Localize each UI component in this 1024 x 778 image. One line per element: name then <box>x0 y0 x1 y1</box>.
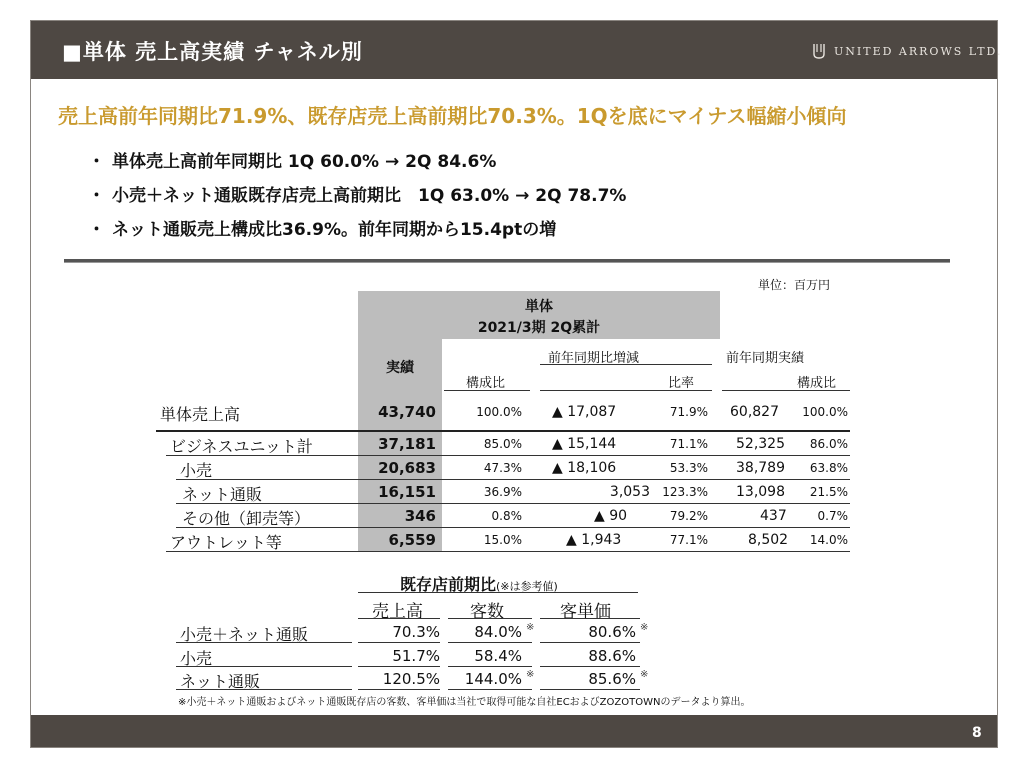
sub-row-rule <box>448 642 532 643</box>
footnote: ※小売＋ネット通販およびネット通販既存店の客数、客単価は当社で取得可能な自社ECおよびZOZOTOWNのデータより算出。 <box>178 697 751 708</box>
bullet-item <box>88 181 626 206</box>
sub-row-rule <box>358 642 440 643</box>
bullet-marker: ・ <box>88 186 105 206</box>
bullet-text: ネット通販売上構成比36.9%。前年同期から15.4ptの増 <box>112 220 557 240</box>
sub-row-rule <box>540 666 640 667</box>
cell-prev-ratio: 14.0% <box>809 533 848 547</box>
header-rule <box>444 390 530 391</box>
sub-row-rule <box>358 666 440 667</box>
company-logo <box>812 40 1002 62</box>
cell-prev-ratio: 86.0% <box>809 437 848 451</box>
col-prev-group-header: 前年同期実績 <box>726 351 805 366</box>
cell-ratio: 85.0% <box>483 437 522 451</box>
group-title: 単体 <box>525 299 553 315</box>
sub-header-rule <box>540 618 640 619</box>
col-yoy-rate-header: 比率 <box>668 376 695 391</box>
sub-row-rule <box>176 689 352 690</box>
cell-diff: 3,053 <box>609 484 650 500</box>
sub-header-rule <box>358 592 638 593</box>
ua-monogram-icon <box>812 42 826 60</box>
sub-row-rule <box>540 642 640 643</box>
row-label: ネット通販 <box>182 485 263 504</box>
sub-row-label: 小売 <box>180 649 213 668</box>
cell-rate: 77.1% <box>669 533 708 547</box>
sub-col-sales: 売上高 <box>372 602 423 622</box>
row-rule <box>156 430 850 432</box>
sub-cell-customers: 84.0% <box>474 623 522 641</box>
row-rule <box>176 479 850 480</box>
col-actual-header: 実績 <box>386 360 414 376</box>
cell-rate: 71.1% <box>669 437 708 451</box>
cell-prev: 60,827 <box>730 404 779 420</box>
row-label: 小売 <box>180 461 213 480</box>
cell-ratio: 0.8% <box>491 509 522 523</box>
bullet-item <box>88 147 496 172</box>
cell-ratio: 100.0% <box>476 405 522 419</box>
reference-mark: ※ <box>640 622 649 633</box>
cell-diff: ▲ 17,087 <box>552 404 617 420</box>
col-ratio-header: 構成比 <box>466 376 506 391</box>
row-rule <box>166 551 850 552</box>
cell-actual: 37,181 <box>378 435 436 453</box>
bullet-text: 単体売上高前年同期比 1Q 60.0% → 2Q 84.6% <box>112 152 497 172</box>
bullet-marker: ・ <box>88 152 105 172</box>
sub-cell-unit-price: 85.6% <box>588 670 636 688</box>
sub-row-rule <box>448 666 532 667</box>
cell-actual: 20,683 <box>378 459 436 477</box>
col-prev-ratio-header: 構成比 <box>797 376 837 391</box>
sub-row-rule <box>540 689 640 690</box>
cell-prev-ratio: 63.8% <box>809 461 848 475</box>
reference-mark: ※ <box>526 669 535 680</box>
sub-cell-customers: 58.4% <box>474 647 522 665</box>
sub-cell-sales: 51.7% <box>392 647 440 665</box>
row-rule <box>176 503 850 504</box>
cell-ratio: 15.0% <box>483 533 522 547</box>
sub-cell-sales: 120.5% <box>382 670 440 688</box>
sub-col-customers: 客数 <box>470 602 504 622</box>
cell-prev: 8,502 <box>748 532 789 548</box>
cell-rate: 79.2% <box>669 509 708 523</box>
cell-diff: ▲ 1,943 <box>566 532 622 548</box>
section-divider <box>64 259 950 263</box>
reference-mark: ※ <box>526 622 535 633</box>
cell-diff: ▲ 18,106 <box>552 460 617 476</box>
cell-diff: ▲ 15,144 <box>552 436 617 452</box>
cell-actual: 6,559 <box>388 531 436 549</box>
cell-actual: 346 <box>404 507 436 525</box>
sub-row-rule <box>448 689 532 690</box>
slide-title: ■単体 売上高実績 チャネル別 <box>62 40 363 64</box>
sub-table-title-text: 既存店前期比 <box>400 575 497 594</box>
sub-row-rule <box>358 689 440 690</box>
sub-header-rule <box>448 618 532 619</box>
logo-text: UNITED ARROWS LTD. <box>834 44 1003 58</box>
unit-note: 単位：百万円 <box>758 278 831 292</box>
sub-table-title-note: (※は参考値) <box>496 580 558 593</box>
cell-prev: 437 <box>760 508 787 524</box>
cell-prev-ratio: 0.7% <box>817 509 848 523</box>
sub-cell-unit-price: 88.6% <box>588 647 636 665</box>
row-rule <box>176 527 850 528</box>
cell-rate: 71.9% <box>669 405 708 419</box>
page-number: 8 <box>972 725 982 741</box>
header-rule <box>722 390 850 391</box>
sub-cell-customers: 144.0% <box>464 670 522 688</box>
header-rule <box>540 364 712 365</box>
row-label: 単体売上高 <box>160 405 241 424</box>
row-label: その他（卸売等） <box>182 509 311 528</box>
sub-col-unit-price: 客単価 <box>560 602 611 622</box>
cell-ratio: 36.9% <box>483 485 522 499</box>
sub-header-rule <box>358 618 440 619</box>
header-rule <box>540 390 712 391</box>
bullet-item <box>88 215 556 240</box>
cell-prev: 52,325 <box>736 436 785 452</box>
sub-row-rule <box>176 666 352 667</box>
reference-mark: ※ <box>640 669 649 680</box>
cell-actual: 16,151 <box>378 483 436 501</box>
row-label: ビジネスユニット計 <box>170 437 313 456</box>
headline: 売上高前年同期比71.9%、既存店売上高前期比70.3%。1Qを底にマイナス幅縮小傾向 <box>58 104 847 128</box>
cell-prev-ratio: 100.0% <box>802 405 848 419</box>
cell-ratio: 47.3% <box>483 461 522 475</box>
cell-rate: 123.3% <box>662 485 708 499</box>
cell-actual: 43,740 <box>378 403 436 421</box>
cell-diff: ▲ 90 <box>594 508 628 524</box>
bullet-text: 小売＋ネット通販既存店売上高前期比 1Q 63.0% → 2Q 78.7% <box>112 186 627 206</box>
col-yoy-group-header: 前年同期比増減 <box>548 351 640 366</box>
cell-prev: 38,789 <box>736 460 785 476</box>
sub-cell-unit-price: 80.6% <box>588 623 636 641</box>
sub-row-label: 小売＋ネット通販 <box>180 625 309 644</box>
sub-row-label: ネット通販 <box>180 672 261 691</box>
row-rule <box>166 455 850 456</box>
sub-cell-sales: 70.3% <box>392 623 440 641</box>
cell-prev: 13,098 <box>736 484 785 500</box>
group-period: 2021/3期 2Q累計 <box>477 320 601 336</box>
footer-bar <box>31 715 997 747</box>
cell-rate: 53.3% <box>669 461 708 475</box>
sub-row-rule <box>176 642 352 643</box>
row-label: アウトレット等 <box>170 533 282 552</box>
cell-prev-ratio: 21.5% <box>809 485 848 499</box>
bullet-marker: ・ <box>88 220 105 240</box>
